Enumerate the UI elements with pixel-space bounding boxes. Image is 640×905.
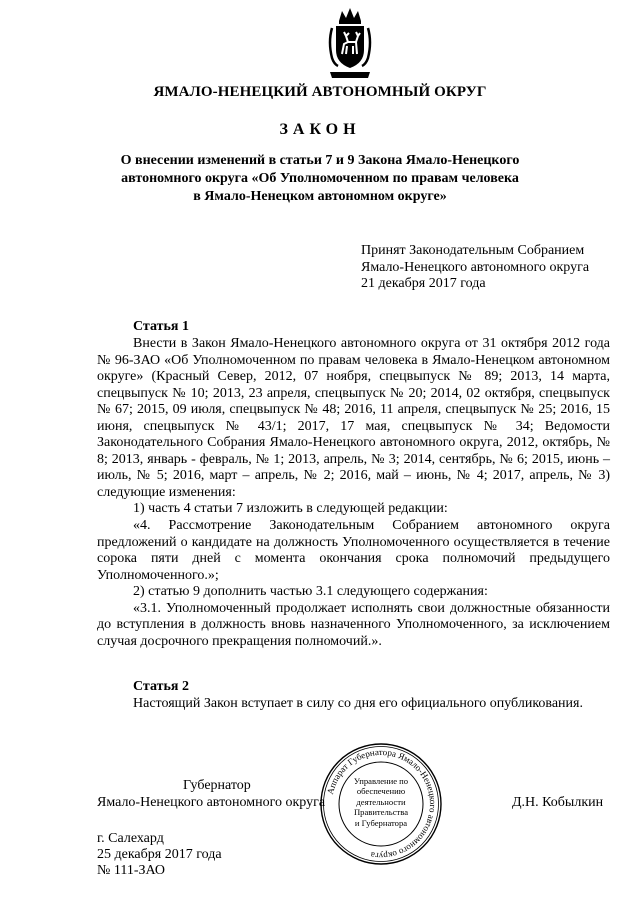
- adoption-line: Ямало-Ненецкого автономного округа: [361, 259, 590, 275]
- article-1-item-1: 1) часть 4 статьи 7 изложить в следующей редакции:: [133, 501, 448, 517]
- adoption-note: [361, 243, 621, 293]
- seal-ring-text: Аппарат Губернатора Ямало-Ненецкого автономного округа: [325, 746, 439, 862]
- footer-number: № 111-ЗАО: [97, 863, 166, 878]
- article-1-intro: Внести в Закон Ямало-Ненецкого автономного округа от 31 октября 2012 года № 96-ЗАО «Об Уполномоченном по правам человека в Ямало-Ненецком автономном округе» (Красный Север, 2012, 07 ноября, спецвыпуск № 89; 2013, 14 марта, спецвыпуск № 10; 2013, 23 апреля, спецвыпуск № 20; 2014, 02 октября, спецвыпуск № 67; 2015, 09 июля, спецвыпуск № 48; 2016, 11 апреля, спецвыпуск № 25; 2016, 15 июня, спецвыпуск № 43/1; 2017, 17 мая, спецвыпуск № 34; Ведомости Законодательного Собрания Ямало-Ненецкого автономного округа, 2012, октябрь, № 8; 2013, январь - февраль, № 1; 2013, апрель, № 3; 2014, сентябрь, № 6; 2015, июнь – июль, № 5; 2016, март – апрель, № 2; 2016, май – июнь, № 4; 2017, апрель, № 3) следующие изменения:: [97, 336, 610, 500]
- footer-place: г. Салехард: [97, 831, 164, 846]
- article-1-item-2-text: «3.1. Уполномоченный продолжает исполнять свои должностные обязанности до вступления в должность вновь назначенного Уполномоченного, за исключением случая досрочного прекращения полномочий.».: [97, 600, 610, 649]
- coat-of-arms-emblem: [322, 6, 378, 82]
- law-heading-line: О внесении изменений в статьи 7 и 9 Закона Ямало-Ненецкого: [120, 153, 520, 168]
- governor-title: Губернатор: [183, 778, 251, 793]
- seal-line: Управление по: [353, 776, 409, 786]
- footer-date: 25 декабря 2017 года: [97, 847, 222, 862]
- article-1-title: Статья 1: [133, 319, 189, 334]
- seal-line: и Губернатора: [354, 817, 408, 828]
- region-title: ЯМАЛО-НЕНЕЦКИЙ АВТОНОМНЫЙ ОКРУГ: [153, 84, 487, 100]
- seal-center-text: [319, 776, 443, 828]
- article-1-body: [97, 336, 610, 650]
- law-heading-line: автономного округа «Об Уполномоченном по правам человека: [121, 171, 519, 186]
- article-2-text: Настоящий Закон вступает в силу со дня его официального опубликования.: [133, 696, 583, 711]
- law-heading: [100, 152, 540, 206]
- article-1-item-2: 2) статью 9 дополнить частью 3.1 следующего содержания:: [133, 584, 488, 600]
- seal-line: Правительства: [353, 807, 409, 818]
- document-type-title: ЗАКОН: [279, 121, 361, 138]
- article-2-title: Статья 2: [133, 679, 189, 694]
- article-2-body: [97, 696, 610, 713]
- article-1-item-1-text: «4. Рассмотрение Законодательным Собранием автономного округа предложений о кандидате на должность Уполномоченного осуществляется в течение сорока пяти дней с момента окончания срока полномочий предыдущего Уполномоченного.»;: [97, 518, 610, 583]
- governor-region: Ямало-Ненецкого автономного округа: [97, 795, 326, 810]
- governor-name: Д.Н. Кобылкин: [512, 795, 604, 810]
- seal-line: обеспечению: [356, 786, 406, 797]
- seal-line: деятельности: [356, 796, 406, 807]
- law-heading-line: в Ямало-Ненецком автономном округе»: [193, 189, 447, 204]
- adoption-line: Принят Законодательным Собранием: [361, 243, 585, 258]
- adoption-line: 21 декабря 2017 года: [361, 276, 486, 291]
- official-seal-stamp: [319, 742, 443, 866]
